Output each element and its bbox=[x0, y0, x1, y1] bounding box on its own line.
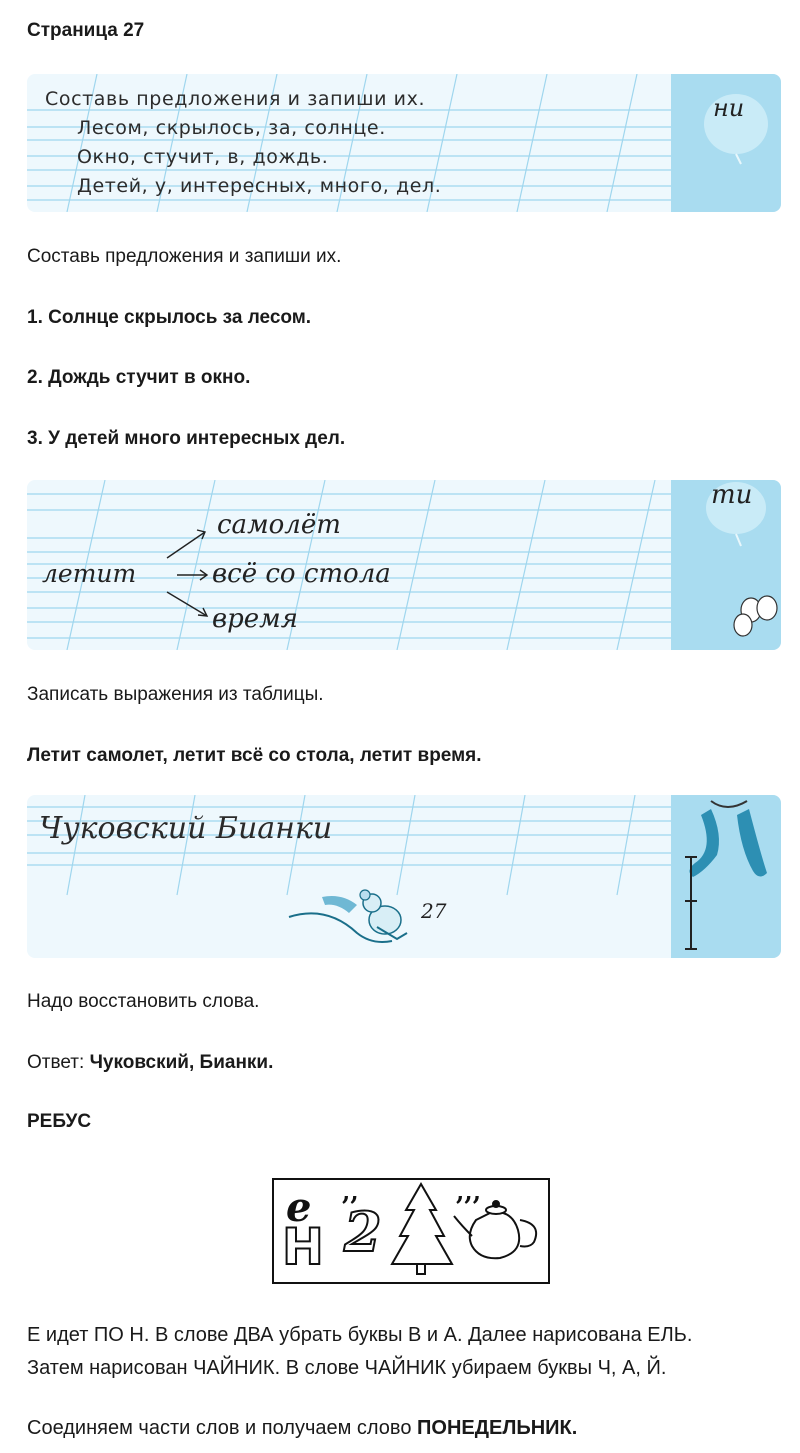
fir-tree-icon bbox=[392, 1184, 452, 1274]
scrambled-words: Чуковский Бианки bbox=[39, 811, 333, 846]
answer-line bbox=[27, 1051, 273, 1075]
answer-expressions: Летит самолет, летит всё со стола, летит время. bbox=[27, 745, 482, 766]
rebus-explanation-1: Е идет ПО Н. В слове ДВА убрать буквы В и А. Далее нарисована ЕЛЬ. bbox=[27, 1324, 693, 1346]
script-word-letit: летит bbox=[42, 559, 137, 588]
textbook-exercise-3-image bbox=[27, 795, 781, 958]
mouse-illustration bbox=[289, 890, 407, 942]
conclusion-word: ПОНЕДЕЛЬНИК. bbox=[417, 1417, 578, 1439]
answer-label: Ответ: bbox=[27, 1052, 85, 1073]
rebus-digit-2: 2 bbox=[344, 1200, 382, 1264]
syllable-tab bbox=[671, 480, 781, 650]
rebus-letter-n: Н bbox=[282, 1218, 324, 1276]
rebus-conclusion bbox=[27, 1416, 577, 1440]
syllable-tab bbox=[671, 74, 781, 212]
ruler-mark-icon bbox=[683, 855, 699, 951]
page-title: Страница 27 bbox=[27, 20, 145, 41]
answer-1: 1. Солнце скрылось за лесом. bbox=[27, 307, 312, 328]
rebus-commas-3: ,,, bbox=[456, 1177, 482, 1206]
conclusion-text: Соединяем части слов и получаем слово bbox=[27, 1417, 412, 1439]
tab-syllable: ни bbox=[713, 94, 745, 122]
textbook-exercise-1-image bbox=[27, 74, 781, 212]
book-line: Окно, стучит, в, дождь. bbox=[77, 146, 329, 168]
instruction-2: Записать выражения из таблицы. bbox=[27, 684, 324, 705]
script-word: время bbox=[212, 604, 298, 634]
rebus-explanation-2: Затем нарисован ЧАЙНИК. В слове ЧАЙНИК убираем буквы Ч, А, Й. bbox=[27, 1357, 667, 1379]
tab-syllable: ти bbox=[711, 480, 753, 510]
instruction-3: Надо восстановить слова. bbox=[27, 991, 260, 1012]
instruction-1: Составь предложения и запиши их. bbox=[27, 246, 342, 267]
teapot-icon bbox=[454, 1201, 536, 1258]
answer-2: 2. Дождь стучит в окно. bbox=[27, 367, 251, 388]
book-line: Детей, у, интересных, много, дел. bbox=[77, 175, 442, 197]
rebus-heading: РЕБУС bbox=[27, 1111, 92, 1132]
answer-3: 3. У детей много интересных дел. bbox=[27, 428, 346, 449]
textbook-exercise-2-image bbox=[27, 480, 781, 650]
book-line: Составь предложения и запиши их. bbox=[45, 88, 426, 110]
script-word: всё со стола bbox=[212, 559, 391, 589]
book-page-number: 27 bbox=[421, 899, 447, 923]
book-line: Лесом, скрылось, за, солнце. bbox=[77, 117, 386, 139]
rebus-commas-2: ,, bbox=[342, 1177, 359, 1206]
rebus-image bbox=[272, 1178, 550, 1284]
answer-value: Чуковский, Бианки. bbox=[89, 1052, 274, 1073]
rebus-letter-e: е bbox=[286, 1184, 312, 1231]
notebook-ruling bbox=[27, 480, 781, 650]
script-word: самолёт bbox=[217, 510, 341, 540]
